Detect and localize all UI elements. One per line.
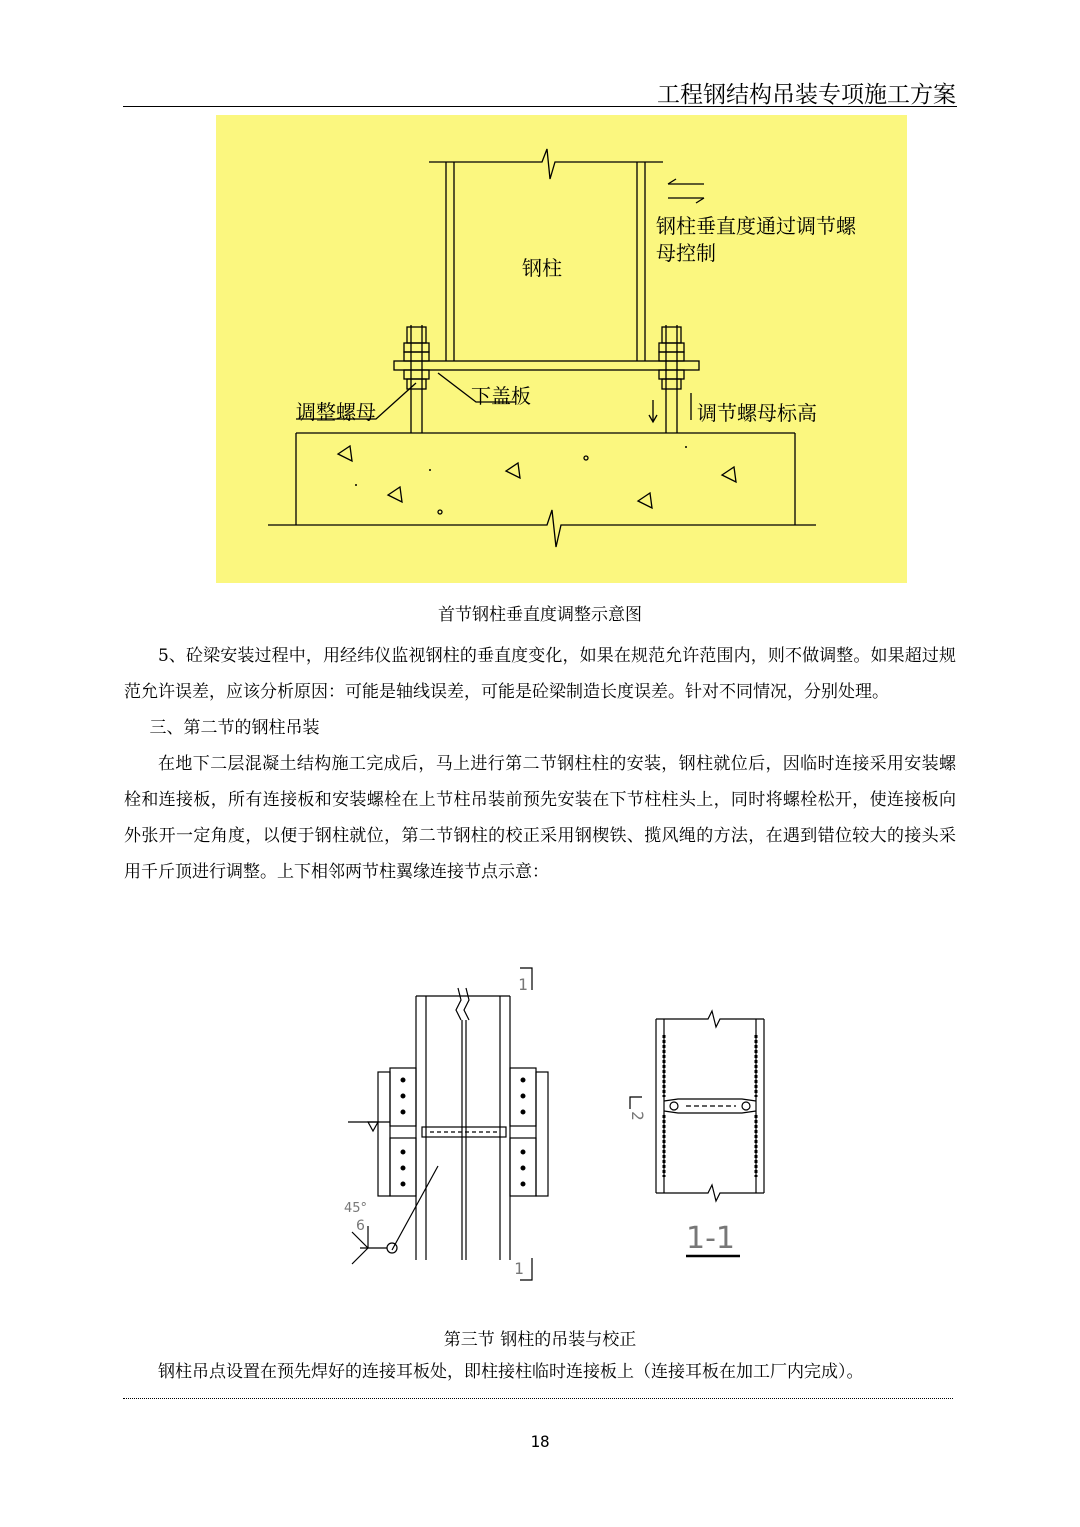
paragraph-lift-point: 钢柱吊点设置在预先焊好的连接耳板处，即柱接柱临时连接板上（连接耳板在加工厂内完成）。 (158, 1362, 864, 1382)
figure-section-1-1 (620, 1005, 800, 1265)
paragraph-lift-point-block (124, 1354, 956, 1390)
figure-column-verticality (216, 115, 907, 583)
page-number: 18 (530, 1432, 550, 1451)
section-title: 1-1 (686, 1221, 735, 1256)
header-title: 工程钢结构吊装专项施工方案 (657, 82, 956, 108)
weld-angle: 45° (344, 1201, 368, 1216)
figure1-caption: 首节钢柱垂直度调整示意图 (438, 605, 642, 625)
figure-flange-connection (330, 960, 570, 1290)
cut-label-2: 2 (628, 1111, 647, 1121)
cut-label-bottom: 1 (514, 1259, 524, 1278)
bolts-left (401, 1078, 405, 1186)
label-note-line2: 母控制 (656, 241, 716, 265)
label-adjust-nut: 调整螺母 (296, 400, 376, 424)
label-nut-elevation: 调节螺母标高 (697, 401, 817, 425)
section-heading-3: 三、第二节的钢柱吊装 (149, 718, 320, 738)
label-steel-column: 钢柱 (522, 256, 562, 280)
bolts-right (521, 1078, 525, 1186)
figure1-drawing (216, 115, 907, 583)
footer-rule (123, 1398, 953, 1399)
cut-label-top: 1 (518, 975, 528, 994)
weld-size: 6 (356, 1218, 365, 1234)
section-heading-3rd: 第三节 钢柱的吊装与校正 (443, 1330, 637, 1350)
label-bottom-plate: 下盖板 (471, 384, 531, 408)
paragraph-second-column: 在地下二层混凝土结构施工完成后，马上进行第二节钢柱柱的安装，钢柱就位后，因临时连接采用安装螺栓和连接板，所有连接板和安装螺栓在上节柱吊装前预先安装在下节柱柱头上，同时将螺栓松开，使连接板向外张开一定角度，以便于钢柱就位，第二节钢柱的校正采用钢楔铁、揽风绳的方法，在遇到错位较大的接头采用千斤顶进行调整。上下相邻两节柱翼缘连接节点示意： (124, 754, 956, 882)
paragraph-block (124, 638, 956, 890)
header-rule (123, 106, 957, 107)
paragraph-5: 5、砼梁安装过程中，用经纬仪监视钢柱的垂直度变化，如果在规范允许范围内，则不做调整。如果超过规范允许误差，应该分析原因：可能是轴线误差，可能是砼梁制造长度误差。针对不同情况，分别处理。 (124, 646, 956, 702)
label-note-line1: 钢柱垂直度通过调节螺 (656, 214, 856, 238)
